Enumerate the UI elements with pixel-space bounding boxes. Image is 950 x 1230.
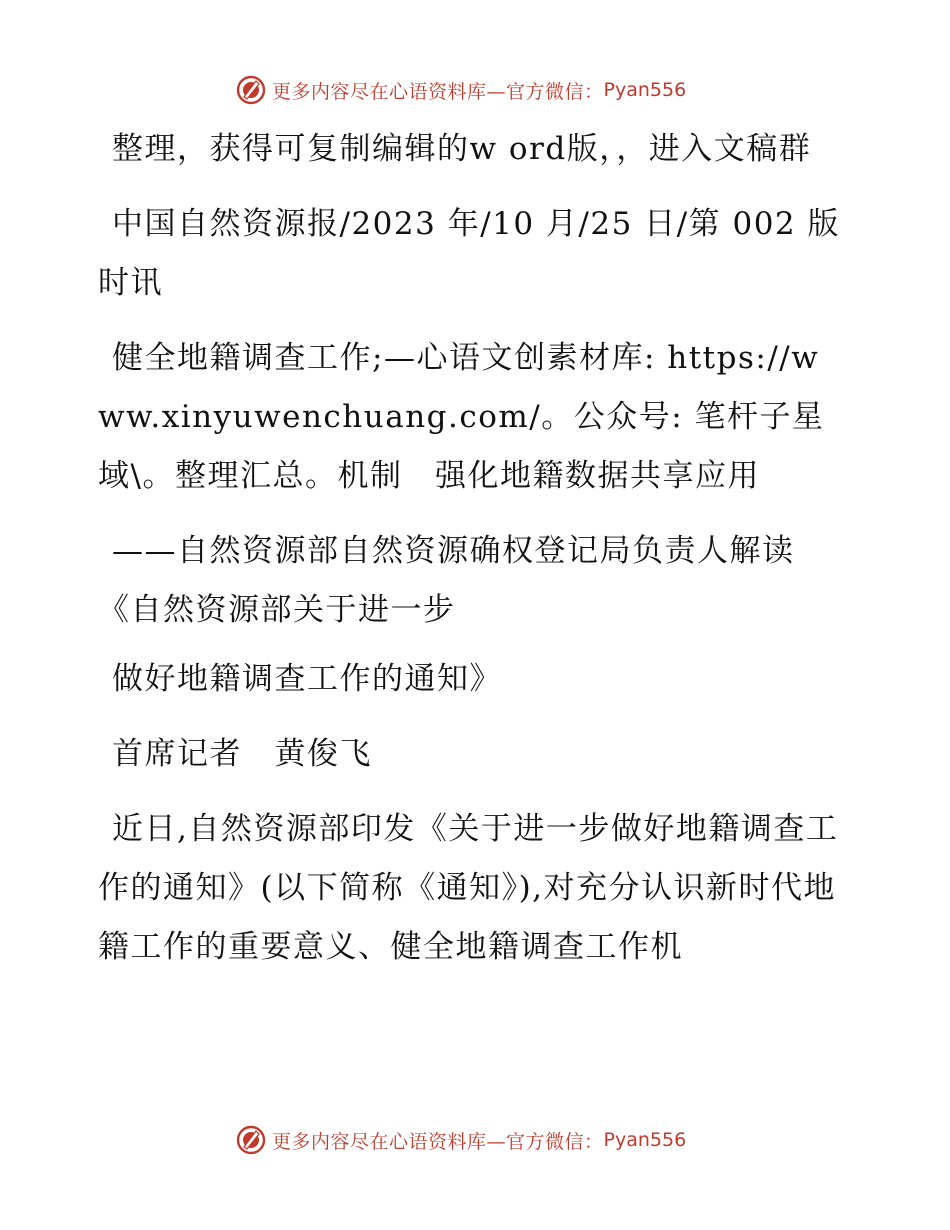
quill-logo-icon — [236, 75, 266, 105]
header-banner-wechat-id: Pyan556 — [603, 79, 687, 101]
paragraph-7: 近日,自然资源部印发《关于进一步做好地籍调查工作的通知》(以下简称《通知》),对充分认识新时代地籍工作的重要意义、健全地籍调查工作机 — [98, 811, 839, 965]
footer-banner-text: 更多内容尽在心语资料库—官方微信： — [272, 1130, 604, 1153]
header-watermark-banner — [236, 72, 686, 108]
footer-watermark-banner — [236, 1122, 686, 1158]
document-body — [98, 120, 843, 993]
paragraph-5: 做好地籍调查工作的通知》 — [112, 661, 502, 697]
quill-logo-icon — [236, 1125, 266, 1155]
footer-banner-wechat-id: Pyan556 — [603, 1129, 687, 1151]
paragraph-1: 整理，获得可复制编辑的w ord版，，进入文稿群 — [112, 131, 812, 167]
header-banner-text: 更多内容尽在心语资料库—官方微信： — [272, 80, 604, 103]
paragraph-2: 中国自然资源报/2023 年/10 月/25 日/第 002 版时讯 — [98, 206, 841, 301]
paragraph-6: 首席记者 黄俊飞 — [112, 736, 372, 772]
paragraph-3: 健全地籍调查工作;—心语文创素材库: https://www.xinyuwenchuang.com/。公众号: 笔杆子星域\。整理汇总。机制 强化地籍数据共享应用 — [98, 340, 825, 494]
paragraph-4: ——自然资源部自然资源确权登记局负责人解读《自然资源部关于进一步 — [98, 533, 795, 628]
